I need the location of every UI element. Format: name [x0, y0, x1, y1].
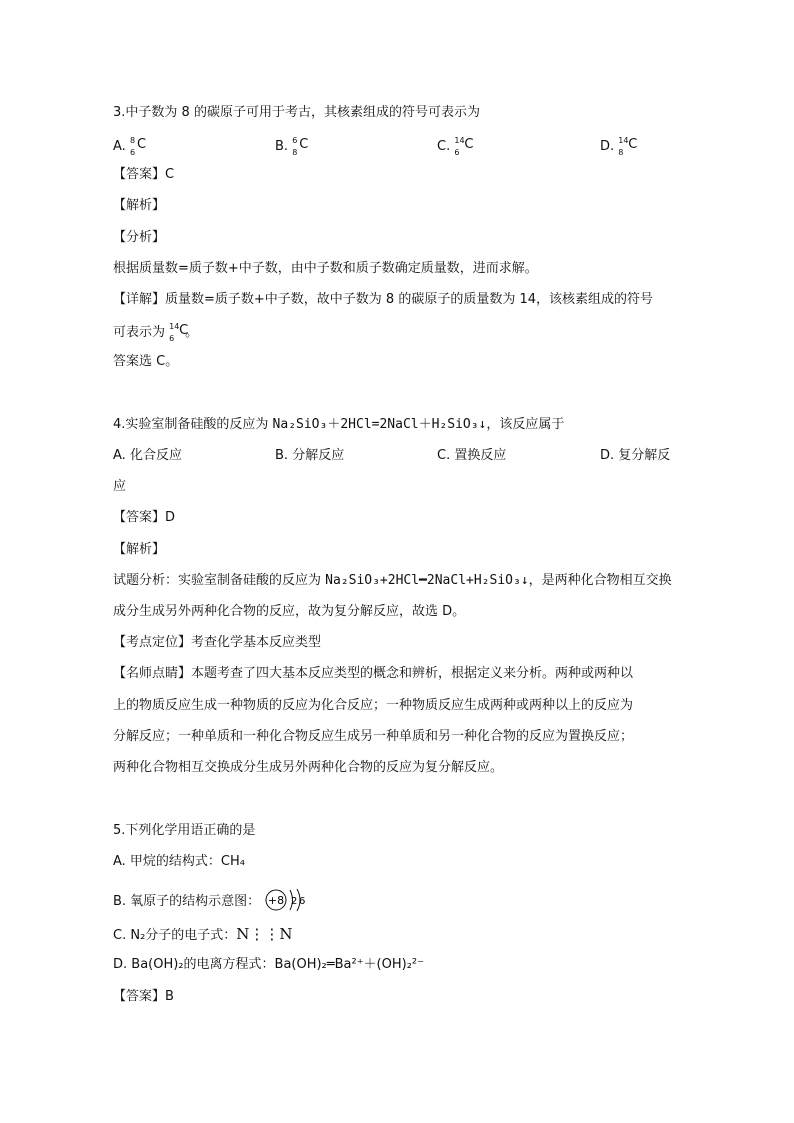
q3-option-d: [600, 136, 638, 157]
q4-answer: 【答案】D: [113, 510, 176, 525]
oxygen-atom-structure-diagram: [264, 887, 314, 913]
option-letter: B.: [275, 139, 289, 154]
q5-option-a: A. 甲烷的结构式：CH₄: [113, 854, 245, 869]
q3-option-a: [113, 136, 146, 156]
q5-option-b: B. 氧原子的结构示意图： +8 2 6: [113, 887, 314, 913]
q3-option-b: [275, 136, 308, 156]
q3-answer: 【答案】C: [113, 167, 175, 182]
q4-option-d: D. 复分解反: [600, 448, 671, 463]
nuclide-symbol: 14 6 C: [454, 136, 474, 157]
q4-analysis-line-2: 成分生成另外两种化合物的反应，故为复分解反应，故选 D。: [113, 604, 466, 619]
equation: Na₂SiO₃+2HCl━2NaCl+H₂SiO₃↓: [325, 573, 529, 588]
q4-mingshi-line-1: 【名师点睛】本题考查了四大基本反应类型的概念和辨析，根据定义来分析。两种或两种以: [113, 666, 634, 681]
nuclide-symbol: 6 8 C: [292, 136, 309, 157]
nuclide-symbol: 14 6 C: [169, 322, 189, 343]
nuclide-symbol: 8 6 C: [129, 136, 147, 157]
q4-analysis-heading: 【解析】: [113, 542, 166, 557]
q3-final-answer: 答案选 C。: [113, 354, 179, 369]
shell-2-electrons: 6: [299, 896, 306, 907]
q4-mingshi-line-4: 两种化合物相互交换成分生成另外两种化合物的反应为复分解反应。: [113, 760, 504, 775]
q4-kaodian: 【考点定位】考查化学基本反应类型: [113, 635, 322, 650]
option-letter: C.: [437, 139, 451, 154]
q5-stem: 5.下列化学用语正确的是: [113, 823, 256, 838]
q4-mingshi-line-2: 上的物质反应生成一种物质的反应为化合反应；一种物质反应生成两种或两种以上的反应为: [113, 698, 634, 713]
q4-option-c: C. 置换反应: [437, 448, 507, 463]
shell-1-electrons: 2: [291, 896, 298, 907]
q4-option-b: B. 分解反应: [275, 448, 345, 463]
q4-stem: 4.实验室制备硅酸的反应为 Na₂SiO₃＋2HCl=2NaCl＋H₂SiO₃↓，该反应属于: [113, 417, 565, 432]
option-letter: D.: [600, 139, 615, 154]
q3-detail-line-2: 可表示为 14 6 C 。: [113, 322, 199, 343]
q3-analysis-heading: 【解析】: [113, 198, 166, 213]
q4-mingshi-line-3: 分解反应；一种单质和一种化合物反应生成另一种单质和另一种化合物的反应为置换反应；: [113, 729, 634, 744]
q5-answer: 【答案】B: [113, 989, 174, 1004]
nuclide-symbol: 14 8 C: [618, 136, 638, 157]
equation: Na₂SiO₃＋2HCl=2NaCl＋H₂SiO₃↓: [272, 417, 487, 432]
q5-option-c: C. N₂分子的电子式：N⋮⋮N: [113, 925, 293, 943]
q4-option-d-wrap: 应: [113, 479, 127, 494]
q3-fenxi-heading: 【分析】: [113, 230, 166, 245]
q4-analysis-line-1: 试题分析：实验室制备硅酸的反应为 Na₂SiO₃+2HCl━2NaCl+H₂SiO₃↓，是两种化合物相互交换: [113, 573, 672, 588]
q5-option-d: D. Ba(OH)₂的电离方程式：Ba(OH)₂═Ba²⁺＋(OH)₂²⁻: [113, 957, 424, 972]
q3-detail-line-1: 【详解】质量数=质子数+中子数，故中子数为 8 的碳原子的质量数为 14，该核素组成的符号: [113, 292, 653, 307]
q3-fenxi-text: 根据质量数=质子数+中子数，由中子数和质子数确定质量数，进而求解。: [113, 261, 538, 276]
q4-option-a: A. 化合反应: [113, 448, 182, 463]
q3-stem: 3.中子数为 8 的碳原子可用于考古，其核素组成的符号可表示为: [113, 105, 480, 120]
q3-option-c: [437, 136, 474, 157]
electron-formula: N⋮⋮N: [236, 925, 293, 943]
option-letter: A.: [113, 139, 126, 154]
nucleus-charge: +8: [268, 894, 285, 907]
